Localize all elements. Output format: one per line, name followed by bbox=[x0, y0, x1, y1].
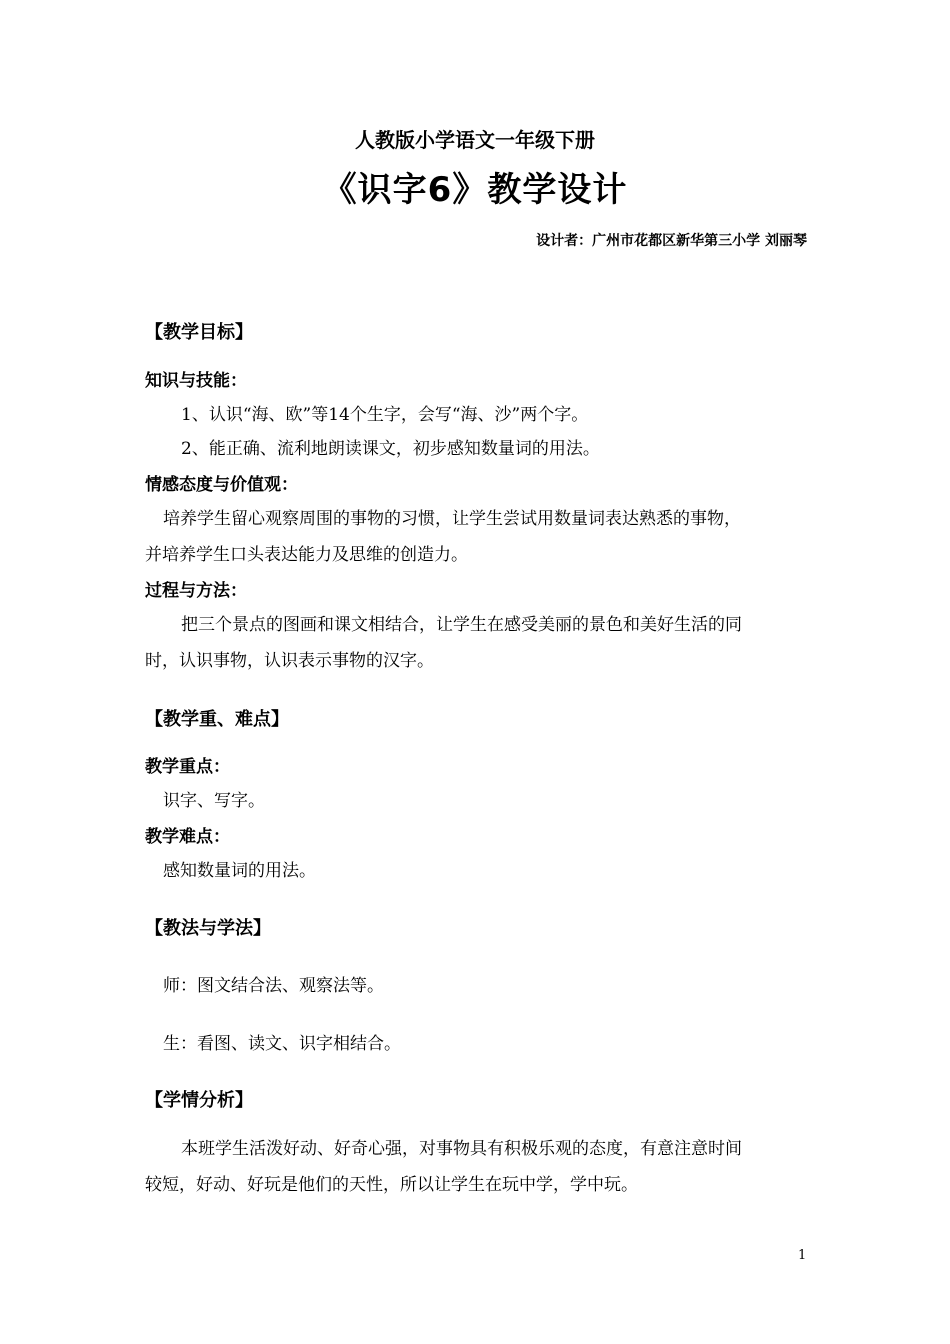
process-line-2: 时，认识事物，认识表示事物的汉字。 bbox=[145, 651, 434, 671]
section-heading-methods: 【教法与学法】 bbox=[145, 918, 271, 939]
emotion-values-label: 情感态度与价值观： bbox=[145, 475, 298, 495]
document-supertitle: 人教版小学语文一年级下册 bbox=[355, 128, 595, 152]
page-number: 1 bbox=[798, 1248, 807, 1263]
analysis-line-1: 本班学生活泼好动、好奇心强，对事物具有积极乐观的态度，有意注意时间 bbox=[181, 1139, 742, 1159]
section-heading-key-points: 【教学重、难点】 bbox=[145, 709, 289, 730]
process-line-1: 把三个景点的图画和课文相结合，让学生在感受美丽的景色和美好生活的同 bbox=[181, 615, 742, 635]
knowledge-item-1: 1、认识“海、欧”等14个生字，会写“海、沙”两个字。 bbox=[181, 405, 589, 425]
emotion-line-2: 并培养学生口头表达能力及思维的创造力。 bbox=[145, 545, 468, 565]
emotion-line-1: 培养学生留心观察周围的事物的习惯，让学生尝试用数量词表达熟悉的事物， bbox=[163, 509, 741, 529]
knowledge-skills-label: 知识与技能： bbox=[145, 371, 247, 391]
knowledge-item-2: 2、能正确、流利地朗读课文，初步感知数量词的用法。 bbox=[181, 439, 600, 459]
difficulty-text: 感知数量词的用法。 bbox=[163, 861, 316, 881]
student-method: 生：看图、读文、识字相结合。 bbox=[163, 1034, 401, 1054]
process-methods-label: 过程与方法： bbox=[145, 581, 247, 601]
designer-credit: 设计者：广州市花都区新华第三小学 刘丽琴 bbox=[536, 233, 807, 249]
section-heading-analysis: 【学情分析】 bbox=[145, 1090, 253, 1111]
teacher-method: 师：图文结合法、观察法等。 bbox=[163, 976, 384, 996]
analysis-line-2: 较短，好动、好玩是他们的天性，所以让学生在玩中学，学中玩。 bbox=[145, 1175, 638, 1195]
document-title: 《识字6》教学设计 bbox=[322, 170, 628, 210]
section-heading-objectives: 【教学目标】 bbox=[145, 322, 253, 343]
difficulty-label: 教学难点： bbox=[145, 827, 230, 847]
focus-label: 教学重点： bbox=[145, 757, 230, 777]
focus-text: 识字、写字。 bbox=[163, 791, 265, 811]
